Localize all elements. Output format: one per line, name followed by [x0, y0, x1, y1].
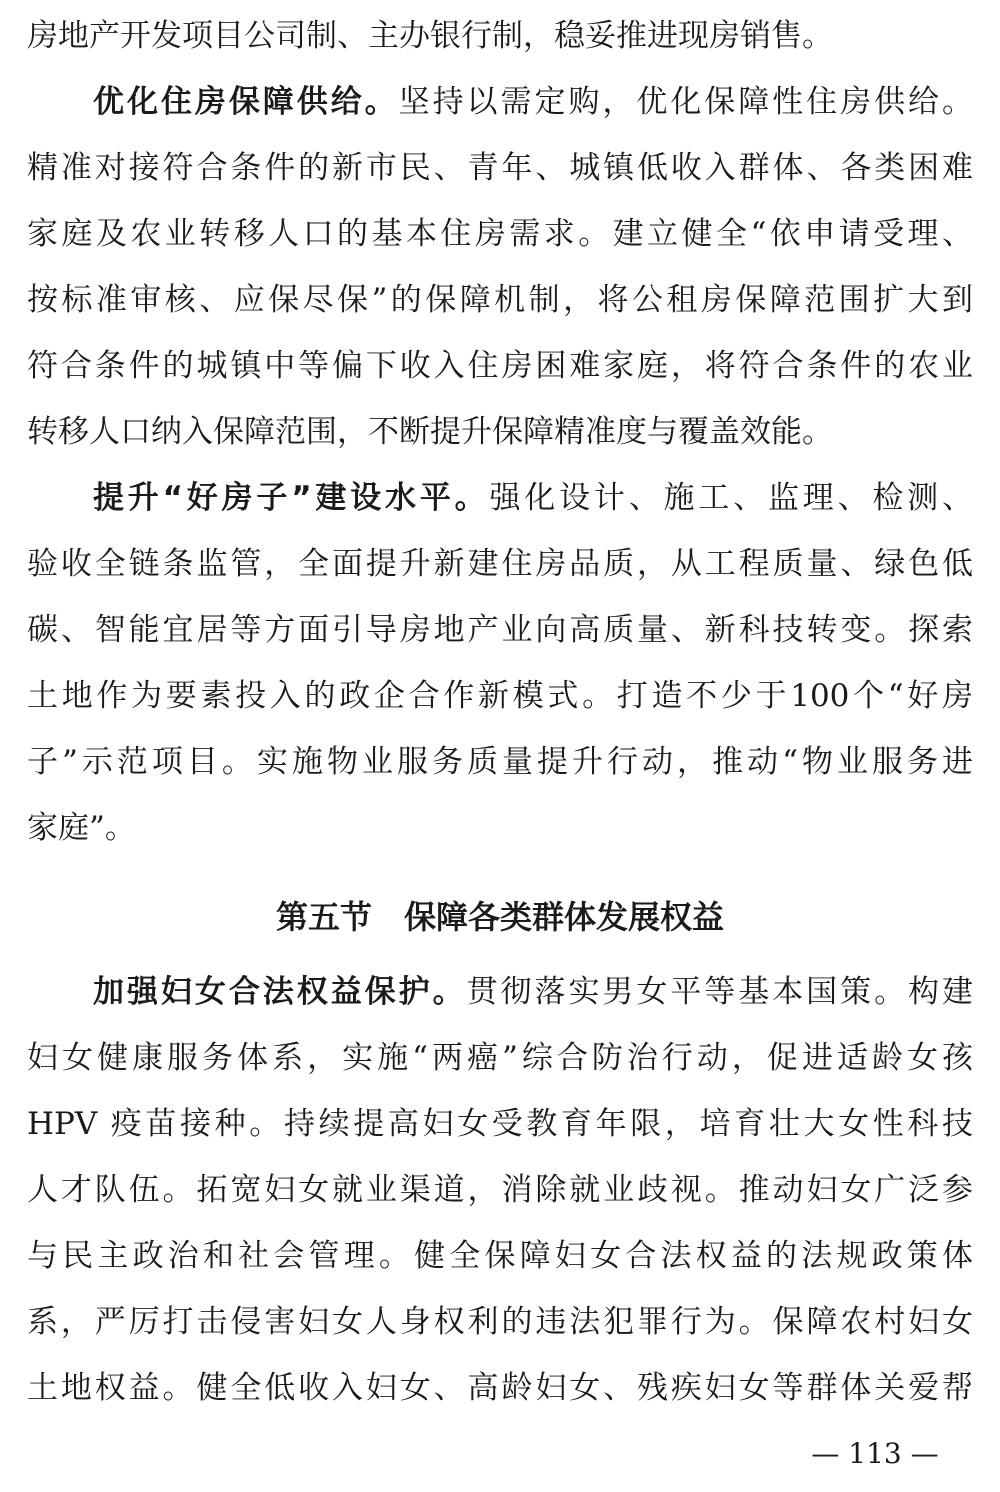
text-line [27, 1102, 973, 1146]
text-line [27, 1300, 973, 1344]
text-line [27, 410, 973, 454]
section-heading: 第五节 保障各类群体发展权益 [275, 898, 724, 936]
line-text: 符合条件的城镇中等偏下收入住房困难家庭，将符合条件的农业 [27, 348, 973, 384]
text-line [27, 1036, 973, 1080]
text-line [93, 970, 973, 1014]
line-text: 贯彻落实男女平等基本国策。构建 [466, 974, 973, 1010]
text-line [27, 1366, 973, 1410]
text-line [27, 146, 973, 190]
text-line [93, 80, 973, 124]
text-line [27, 212, 973, 256]
line-text: 家庭及农业转移人口的基本住房需求。建立健全“依申请受理、 [27, 216, 973, 252]
paragraph-lead: 提升“好房子”建设水平。 [93, 480, 490, 516]
line-text: 转移人口纳入保障范围，不断提升保障精准度与覆盖效能。 [27, 414, 833, 450]
text-line [27, 14, 973, 58]
paragraph-lead: 优化住房保障供给。 [93, 84, 399, 120]
text-line [27, 1234, 973, 1278]
line-text: 与民主政治和社会管理。健全保障妇女合法权益的法规政策体 [27, 1238, 973, 1274]
text-line [27, 344, 973, 388]
line-text: 土地权益。健全低收入妇女、高龄妇女、残疾妇女等群体关爱帮 [27, 1370, 973, 1406]
line-text: 土地作为要素投入的政企合作新模式。打造不少于100个“好房 [27, 678, 973, 714]
line-text: 房地产开发项目公司制、主办银行制，稳妥推进现房销售。 [27, 18, 833, 54]
line-text: 按标准审核、应保尽保”的保障机制，将公租房保障范围扩大到 [27, 282, 973, 318]
line-text: 碳、智能宜居等方面引导房地产业向高质量、新科技转变。探索 [27, 612, 973, 648]
text-line [27, 674, 973, 718]
line-text: 精准对接符合条件的新市民、青年、城镇低收入群体、各类困难 [27, 150, 973, 186]
line-text: 妇女健康服务体系，实施“两癌”综合防治行动，促进适龄女孩 [27, 1040, 973, 1076]
text-line [27, 1168, 973, 1212]
text-line [27, 542, 973, 586]
page-number: — 113 — [811, 1437, 939, 1470]
text-line [27, 278, 973, 322]
text-line [93, 476, 973, 520]
text-line [27, 740, 973, 784]
text-line [27, 608, 973, 652]
line-text: 人才队伍。拓宽妇女就业渠道，消除就业歧视。推动妇女广泛参 [27, 1172, 973, 1208]
line-text: HPV 疫苗接种。持续提高妇女受教育年限，培育壮大女性科技 [27, 1106, 973, 1142]
line-text: 强化设计、施工、监理、检测、 [489, 480, 973, 516]
line-text: 子”示范项目。实施物业服务质量提升行动，推动“物业服务进 [27, 744, 973, 780]
text-line [27, 806, 973, 850]
line-text: 家庭”。 [27, 810, 136, 846]
line-text: 系，严厉打击侵害妇女人身权利的违法犯罪行为。保障农村妇女 [27, 1304, 973, 1340]
line-text: 验收全链条监管，全面提升新建住房品质，从工程质量、绿色低 [27, 546, 973, 582]
line-text: 坚持以需定购，优化保障性住房供给。 [398, 84, 973, 120]
paragraph-lead: 加强妇女合法权益保护。 [93, 974, 467, 1010]
